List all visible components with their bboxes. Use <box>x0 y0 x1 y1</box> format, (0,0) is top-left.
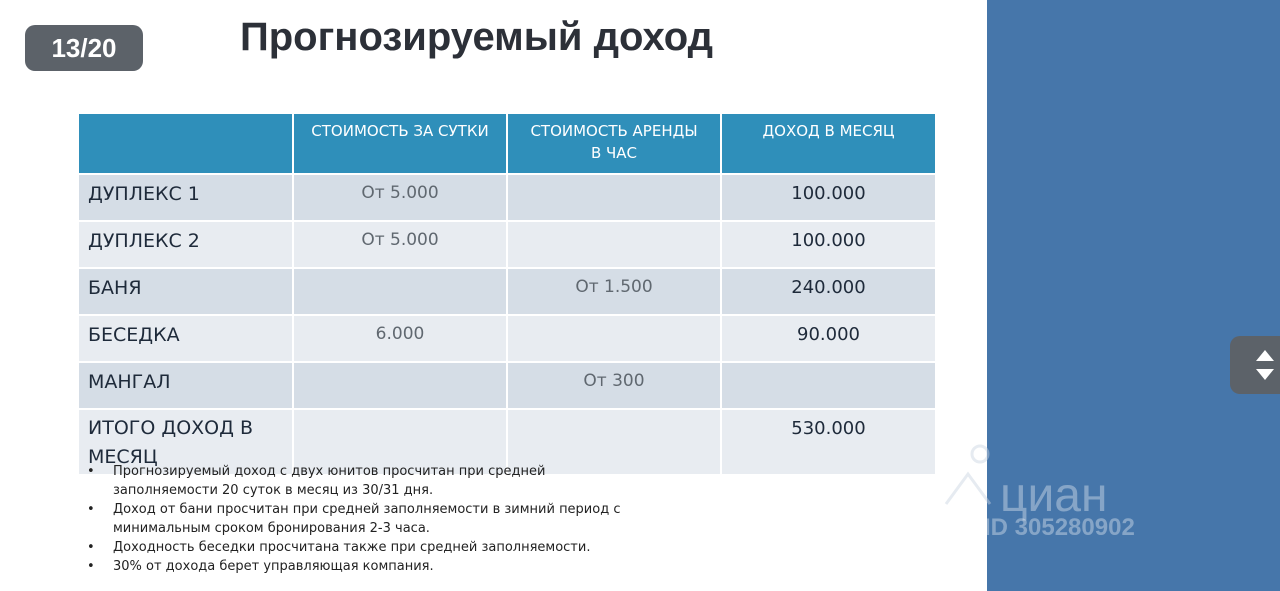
column-header-per-day: СТОИМОСТЬ ЗА СУТКИ <box>293 114 507 174</box>
side-panel <box>987 0 1280 591</box>
cell-per-hour: От 300 <box>507 362 721 409</box>
column-header-monthly: ДОХОД В МЕСЯЦ <box>721 114 935 174</box>
scroll-button[interactable] <box>1230 336 1280 394</box>
cell-monthly: 240.000 <box>721 268 935 315</box>
cell-per-day <box>293 268 507 315</box>
chevron-up-icon[interactable] <box>1256 350 1274 361</box>
row-name: БАНЯ <box>79 268 293 315</box>
column-header-name <box>79 114 293 174</box>
row-name: ДУПЛЕКС 1 <box>79 174 293 221</box>
cell-monthly: 100.000 <box>721 221 935 268</box>
row-name: ИТОГО ДОХОД В МЕСЯЦ <box>79 409 293 474</box>
cell-monthly: 90.000 <box>721 315 935 362</box>
list-item: • Доход от бани просчитан при средней заполняемости в зимний период с минимальным сроком бронирования 2-3 часа. <box>85 500 645 538</box>
notes-list <box>85 462 645 576</box>
cell-monthly <box>721 362 935 409</box>
list-item: • Прогнозируемый доход с двух юнитов просчитан при средней заполняемости 20 суток в месяц из 30/31 дня. <box>85 462 645 500</box>
cell-per-day: От 5.000 <box>293 174 507 221</box>
cell-per-day: 6.000 <box>293 315 507 362</box>
cell-per-hour <box>507 315 721 362</box>
list-item: • Доходность беседки просчитана также при средней заполняемости. <box>85 538 645 557</box>
cell-per-hour: От 1.500 <box>507 268 721 315</box>
cell-monthly: 530.000 <box>721 409 935 474</box>
watermark-logo: циан <box>1000 469 1108 522</box>
table-header-row <box>79 114 935 174</box>
table-row <box>79 268 935 315</box>
cell-per-day: От 5.000 <box>293 221 507 268</box>
cell-per-hour <box>507 174 721 221</box>
cell-per-hour <box>507 221 721 268</box>
list-item: • 30% от дохода берет управляющая компания. <box>85 557 645 576</box>
slide-counter: 13/20 <box>25 25 143 71</box>
row-name: БЕСЕДКА <box>79 315 293 362</box>
table-row <box>79 221 935 268</box>
column-header-per-hour: СТОИМОСТЬ АРЕНДЫ В ЧАС <box>507 114 721 174</box>
income-table <box>79 114 935 474</box>
row-name: МАНГАЛ <box>79 362 293 409</box>
chevron-down-icon[interactable] <box>1256 369 1274 380</box>
table-row <box>79 362 935 409</box>
watermark-id: ID 305280902 <box>984 514 1135 541</box>
slide-title: Прогнозируемый доход <box>240 15 713 59</box>
cell-monthly: 100.000 <box>721 174 935 221</box>
row-name: ДУПЛЕКС 2 <box>79 221 293 268</box>
table-row <box>79 315 935 362</box>
cell-per-day <box>293 362 507 409</box>
table-row <box>79 174 935 221</box>
